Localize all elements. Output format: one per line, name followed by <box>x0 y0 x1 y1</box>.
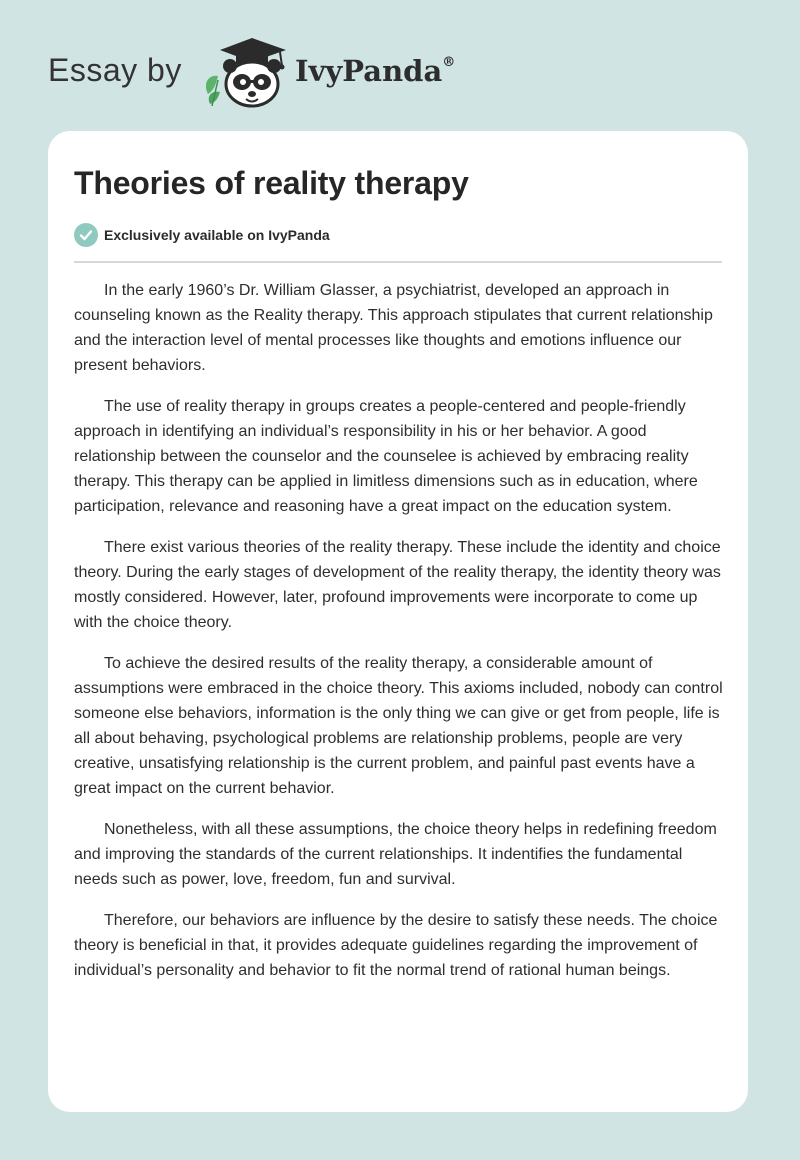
check-circle-icon <box>74 223 98 247</box>
exclusive-badge <box>74 222 330 248</box>
exclusive-badge-label: Exclusively available on IvyPanda <box>104 227 330 243</box>
paragraph: Therefore, our behaviors are influence by the desire to satisfy these needs. The choice theory is beneficial in that, it provides adequate guidelines regarding the improvement of individual’s personality and behavior to fit the normal trend of rational human beings. <box>74 912 718 979</box>
essay-body <box>74 278 726 999</box>
brand-name[interactable]: IvyPanda® <box>295 54 456 88</box>
registered-mark: ® <box>442 55 456 71</box>
divider <box>74 261 722 263</box>
paragraph: There exist various theories of the reality therapy. These include the identity and choice theory. During the early stages of development of the reality therapy, the identity theory was mostly considered. However, later, profound improvements were incorporate to come up with the choice theory. <box>74 539 721 631</box>
essay-card <box>48 131 748 1112</box>
paragraph: In the early 1960’s Dr. William Glasser, a psychiatrist, developed an approach in counseling known as the Reality therapy. This approach stipulates that current relationship and the interaction level of mental processes like thoughts and emotions influence our present behaviors. <box>74 282 713 374</box>
paragraph: The use of reality therapy in groups creates a people-centered and people-friendly approach in identifying an individual’s responsibility in his or her behavior. A good relationship between the counselor and the counselee is achieved by embracing reality therapy. This therapy can be applied in limitless dimensions such as in education, where participation, relevance and reasoning have a great impact on the education system. <box>74 398 698 515</box>
site-header <box>48 30 508 110</box>
essay-by-label: Essay by <box>48 52 182 88</box>
paragraph: To achieve the desired results of the reality therapy, a considerable amount of assumptions were embraced in the choice theory. This axioms included, nobody can control someone else behaviors, information is the only thing we can give or get from people, life is all about behaving, psychological problems are relationship problems, people are very creative, unsatisfying relationship is the current problem, and painful past events have a great impact on the current behavior. <box>74 655 723 797</box>
page-title: Theories of reality therapy <box>74 165 469 201</box>
panda-graduate-icon[interactable] <box>200 36 292 110</box>
paragraph: Nonetheless, with all these assumptions, the choice theory helps in redefining freedom and improving the standards of the current relationships. It indentifies the fundamental needs such as power, love, freedom, fun and survival. <box>74 821 717 888</box>
